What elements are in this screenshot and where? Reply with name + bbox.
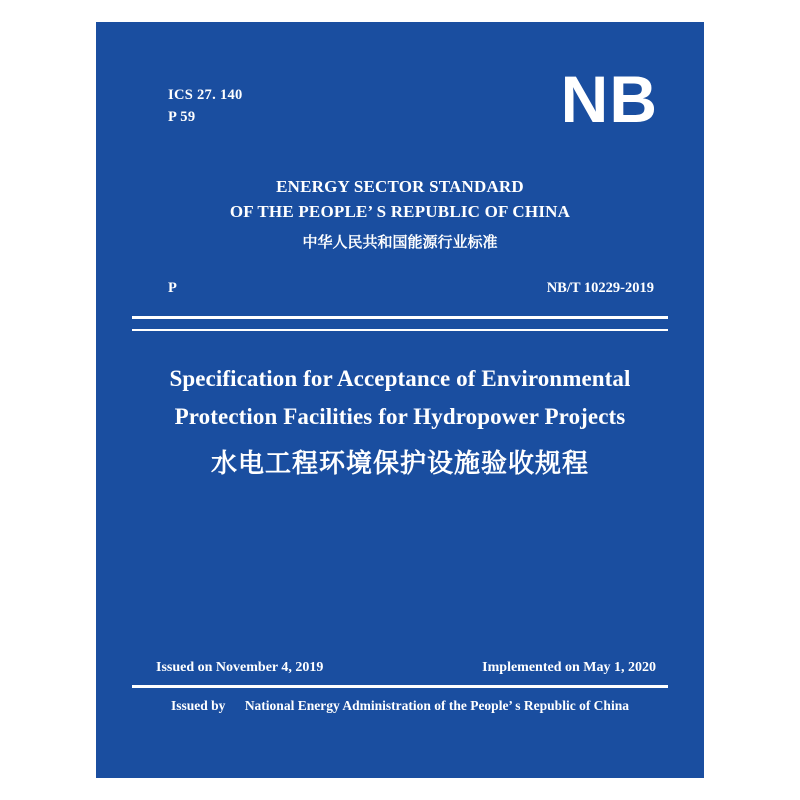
- issued-by-organization: National Energy Administration of the People’ s Republic of China: [244, 698, 629, 713]
- main-title-en-line2: Protection Facilities for Hydropower Projects: [174, 404, 626, 429]
- dates-row: [156, 660, 656, 676]
- code-row: [168, 280, 654, 297]
- standard-title-en-line1: ENERGY SECTOR STANDARD: [276, 177, 524, 196]
- issued-by-row: [96, 698, 704, 714]
- divider-top: [132, 316, 668, 319]
- standard-title-cn: 中华人民共和国能源行业标准: [302, 233, 498, 251]
- category-letter: P: [168, 280, 177, 296]
- standard-title-group: [96, 174, 704, 257]
- standard-title-en-line2: OF THE PEOPLE’ S REPUBLIC OF CHINA: [229, 202, 571, 221]
- issued-by-label: Issued by: [171, 698, 226, 713]
- nb-logo: NB: [560, 62, 658, 136]
- ics-code: ICS 27. 140: [168, 87, 243, 103]
- implemented-on-date: Implemented on May 1, 2020: [482, 660, 656, 675]
- standard-cover: [96, 22, 704, 778]
- main-title-cn: 水电工程环境保护设施验收规程: [210, 449, 589, 479]
- issued-on-date: Issued on November 4, 2019: [156, 660, 324, 675]
- main-title-group: [136, 360, 664, 486]
- classification-code: P 59: [168, 109, 196, 125]
- ics-block: [168, 84, 243, 128]
- divider-bottom: [132, 685, 668, 688]
- main-title-en-line1: Specification for Acceptance of Environmental: [169, 366, 631, 391]
- standard-number: NB/T 10229-2019: [546, 280, 654, 296]
- divider-top-thin: [132, 329, 668, 331]
